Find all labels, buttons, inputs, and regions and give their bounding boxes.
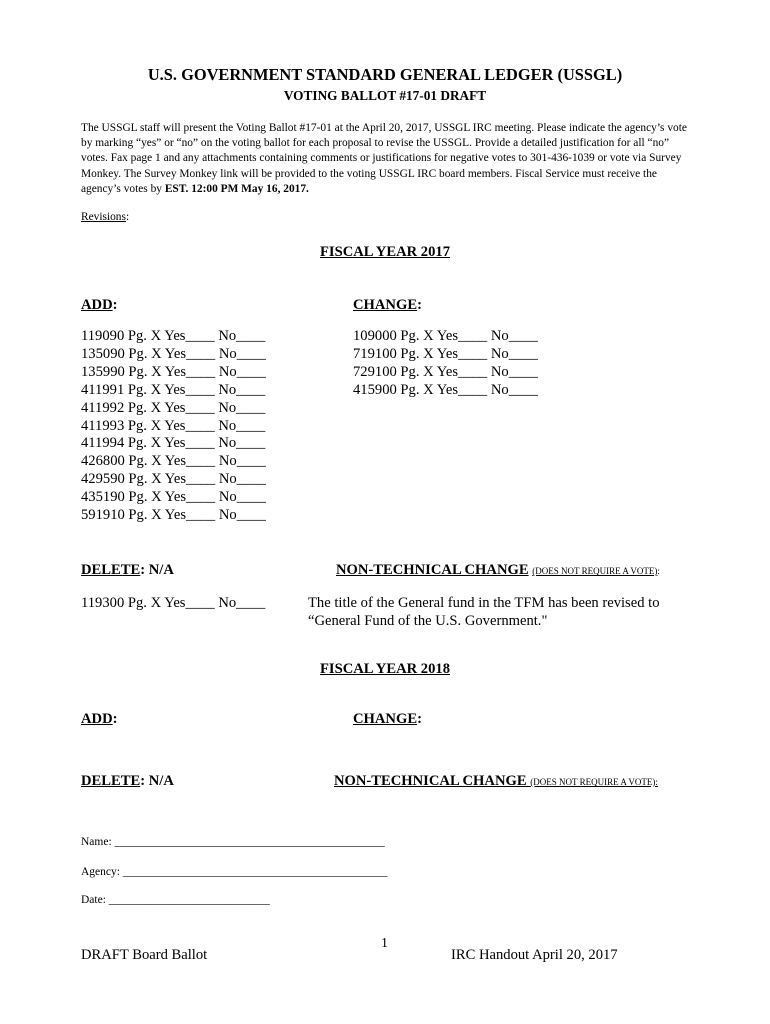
list-item: 719100 Pg. X Yes____ No____ (353, 345, 538, 362)
fy2018-heading: FISCAL YEAR 2018 (319, 661, 450, 677)
fy2018-add-heading (81, 711, 118, 728)
fy2018-nontech-note: (DOES NOT REQUIRE A VOTE): (530, 777, 658, 787)
fy2017-add-label: ADD (81, 297, 113, 313)
list-item: 415900 Pg. X Yes____ No____ (353, 381, 538, 398)
page-number: 1 (381, 936, 388, 951)
list-item: 411992 Pg. X Yes____ No____ (81, 399, 266, 416)
list-item: 435190 Pg. X Yes____ No____ (81, 489, 266, 506)
fy2017-nontech-label: NON-TECHNICAL CHANGE (336, 562, 529, 578)
fy2018-nontech-heading (334, 773, 658, 790)
fy2017-nontech-text (308, 595, 660, 631)
list-item: 135090 Pg. X Yes____ No____ (81, 345, 266, 362)
fy2017-delete-label: DELETE (81, 562, 141, 578)
nontech-line: The title of the General fund in the TFM has been revised to (308, 595, 660, 611)
fy2017-change-colon: : (417, 297, 422, 313)
fy2018-change-colon: : (417, 711, 422, 727)
fy2017-delete-item: 119300 Pg. X Yes____ No____ (81, 595, 266, 611)
list-item: 135990 Pg. X Yes____ No____ (81, 363, 266, 380)
page-subtitle: VOTING BALLOT #17-01 DRAFT (283, 88, 487, 103)
revisions-label: Revisions (81, 211, 126, 223)
fy2018-add-colon: : (112, 711, 118, 727)
name-field[interactable]: Name: _______________________________________________ (81, 836, 385, 848)
list-item: 119090 Pg. X Yes____ No____ (81, 328, 266, 344)
footer-left: DRAFT Board Ballot (81, 947, 208, 963)
fy2018-delete-label: DELETE (81, 773, 141, 789)
nontech-line: “General Fund of the U.S. Government." (308, 612, 548, 629)
fy2017-delete-heading (81, 562, 174, 579)
fy2018-change-label: CHANGE (353, 711, 418, 727)
revisions-colon: : (125, 211, 130, 223)
list-item: 729100 Pg. X Yes____ No____ (353, 363, 538, 380)
fy2017-heading: FISCAL YEAR 2017 (319, 244, 450, 260)
fy2017-change-label: CHANGE (353, 297, 418, 313)
intro-text: The USSGL staff will present the Voting Ballot #17-01 at the April 20, 2017, USSGL IRC meeting. Please indicate the agency’s vote by marking “yes” or “no” on the voting ballot for each proposal to revise the USSGL. Provide a detailed justification for all “no” votes. Fax page 1 and any attachments containing comments or justifications for negative votes to 301-436-1039 or vote via Survey Monkey. The Survey Monkey link will be provided to the voting USSGL IRC board members. Fiscal Service must receive the agency’s votes by (81, 122, 687, 195)
list-item: 429590 Pg. X Yes____ No____ (81, 471, 266, 488)
fy2018-delete-value: : N/A (140, 773, 174, 789)
fy2017-change-list (353, 328, 538, 400)
fy2017-add-heading (81, 297, 118, 314)
intro-paragraph (81, 121, 691, 197)
fy2017-nontech-note: (DOES NOT REQUIRE A VOTE) (532, 566, 658, 576)
revisions-line (81, 211, 129, 223)
fy2017-add-list (81, 328, 266, 525)
list-item: 411991 Pg. X Yes____ No____ (81, 381, 266, 398)
list-item: 426800 Pg. X Yes____ No____ (81, 453, 266, 470)
date-field[interactable]: Date: ____________________________ (81, 894, 270, 906)
list-item: 411994 Pg. X Yes____ No____ (81, 435, 266, 452)
list-item: 109000 Pg. X Yes____ No____ (353, 328, 538, 344)
list-item: 411993 Pg. X Yes____ No____ (81, 417, 266, 434)
fy2018-nontech-label: NON-TECHNICAL CHANGE (334, 773, 527, 789)
fy2017-change-heading (353, 297, 422, 314)
fy2018-add-label: ADD (81, 711, 113, 727)
agency-field[interactable]: Agency: ______________________________________________ (81, 866, 388, 878)
fy2018-change-heading (353, 711, 422, 728)
fy2017-delete-value: : N/A (140, 562, 174, 578)
list-item: 591910 Pg. X Yes____ No____ (81, 507, 266, 524)
deadline-text: EST. 12:00 PM May 16, 2017. (164, 182, 309, 195)
fy2017-add-colon: : (112, 297, 118, 313)
footer-right: IRC Handout April 20, 2017 (451, 947, 618, 963)
page-title: U.S. GOVERNMENT STANDARD GENERAL LEDGER (USSGL) (147, 65, 623, 84)
fy2018-delete-heading (81, 773, 174, 790)
fy2017-nontech-heading: NON-TECHNICAL CHANGE (DOES NOT REQUIRE A VOTE): (336, 562, 660, 578)
